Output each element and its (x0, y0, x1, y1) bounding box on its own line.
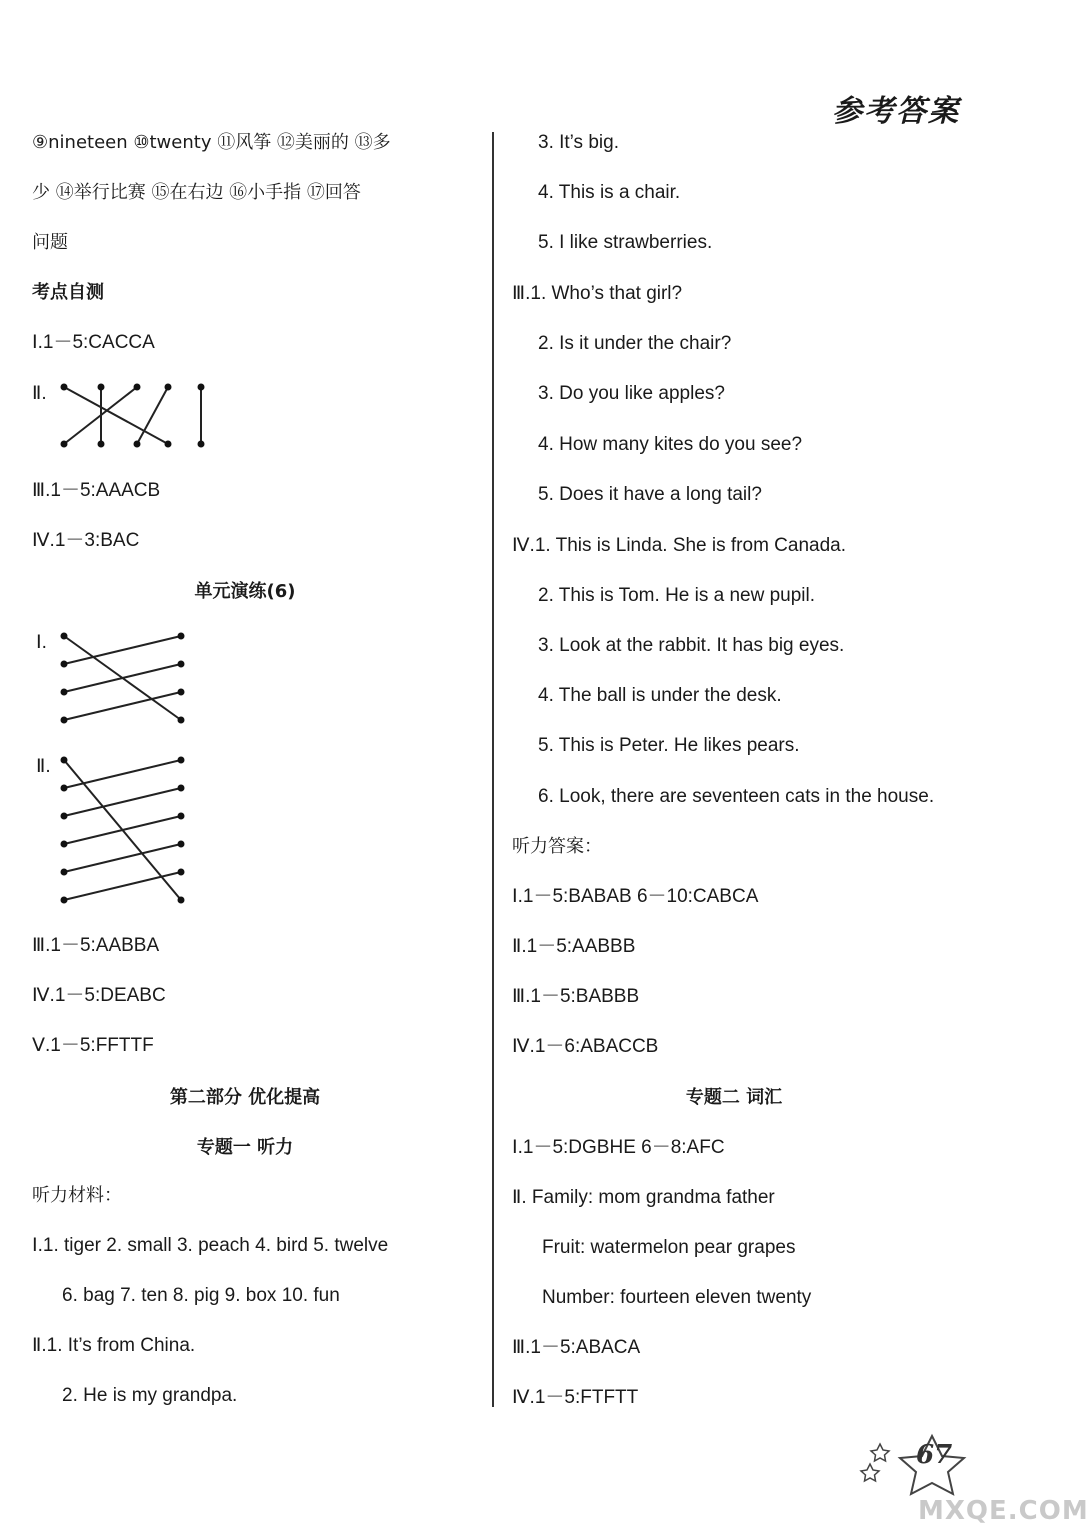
right-line: Ⅳ.1－6:ABACCB (512, 1036, 659, 1057)
left-line: Ⅴ.1－5:FFTTF (32, 1035, 154, 1056)
column-divider (492, 132, 494, 1407)
right-line: Fruit: watermelon pear grapes (542, 1237, 796, 1258)
page-title: 参考答案 (832, 94, 960, 129)
right-line: 2. Is it under the chair? (538, 333, 732, 354)
section-heading: 专题二 词汇 (685, 1087, 783, 1108)
left-line: Ⅳ.1－3:BAC (32, 530, 140, 551)
page-number: 67 (916, 1440, 953, 1470)
match-lines (64, 636, 181, 720)
right-line: Ⅰ.1－5:BABAB 6－10:CABCA (512, 886, 759, 907)
left-line: 2. He is my grandpa. (62, 1385, 238, 1406)
left-line: Ⅲ.1－5:AABBA (32, 935, 160, 956)
right-line: 4. How many kites do you see? (538, 434, 803, 455)
left-line: ⑨nineteen ⑩twenty ⑪风筝 ⑫美丽的 ⑬多 (32, 132, 391, 153)
right-line: 3. It’s big. (538, 132, 619, 153)
match-lines (64, 760, 181, 900)
left-line: Ⅰ.1. tiger 2. small 3. peach 4. bird 5. twelve (32, 1235, 389, 1256)
left-line: Ⅱ. (32, 383, 47, 404)
left-line: Ⅱ. (36, 756, 51, 777)
matching-diagram-danyuan-2 (0, 0, 1, 1)
right-line: Ⅰ.1－5:DGBHE 6－8:AFC (512, 1137, 725, 1158)
left-line: Ⅲ.1－5:AAACB (32, 480, 161, 501)
left-line: 问题 (32, 232, 68, 253)
right-line: Ⅳ.1. This is Linda. She is from Canada. (512, 535, 847, 556)
right-line: 5. Does it have a long tail? (538, 484, 762, 505)
left-line: Ⅰ.1－5:CACCA (32, 332, 155, 353)
right-line: Ⅳ.1－5:FTFTT (512, 1387, 639, 1408)
right-line: Ⅱ.1－5:AABBB (512, 936, 636, 957)
right-line: 4. The ball is under the desk. (538, 685, 782, 706)
right-line: 听力答案： (512, 836, 602, 857)
left-line: Ⅰ. (36, 632, 47, 653)
left-line: 少 ⑭举行比赛 ⑮在右边 ⑯小手指 ⑰回答 (32, 182, 361, 203)
right-line: 3. Do you like apples? (538, 383, 725, 404)
right-line: Ⅱ. Family: mom grandma father (512, 1187, 775, 1208)
right-line: Ⅲ.1. Who’s that girl? (512, 283, 683, 304)
right-line: 6. Look, there are seventeen cats in the house. (538, 786, 935, 807)
right-line: Ⅲ.1－5:ABACA (512, 1337, 641, 1358)
left-line: 听力材料： (32, 1185, 122, 1206)
section-heading: 单元演练(6) (194, 581, 296, 602)
left-line: 考点自测 (32, 282, 104, 303)
right-line: 5. I like strawberries. (538, 232, 713, 253)
right-line: Number: fourteen eleven twenty (542, 1287, 812, 1308)
right-line: 3. Look at the rabbit. It has big eyes. (538, 635, 845, 656)
right-line: Ⅲ.1－5:BABBB (512, 986, 640, 1007)
watermark-text: MXQE.COM (918, 1496, 1089, 1526)
right-line: 4. This is a chair. (538, 182, 681, 203)
section-heading: 专题一 听力 (196, 1137, 294, 1158)
match-lines (64, 387, 201, 444)
match-dots (61, 384, 205, 448)
left-line: Ⅱ.1. It’s from China. (32, 1335, 196, 1356)
right-line: 5. This is Peter. He likes pears. (538, 735, 800, 756)
section-heading: 第二部分 优化提高 (169, 1087, 321, 1108)
right-line: 2. This is Tom. He is a new pupil. (538, 585, 816, 606)
left-line: 6. bag 7. ten 8. pig 9. box 10. fun (62, 1285, 340, 1306)
left-line: Ⅳ.1－5:DEABC (32, 985, 166, 1006)
